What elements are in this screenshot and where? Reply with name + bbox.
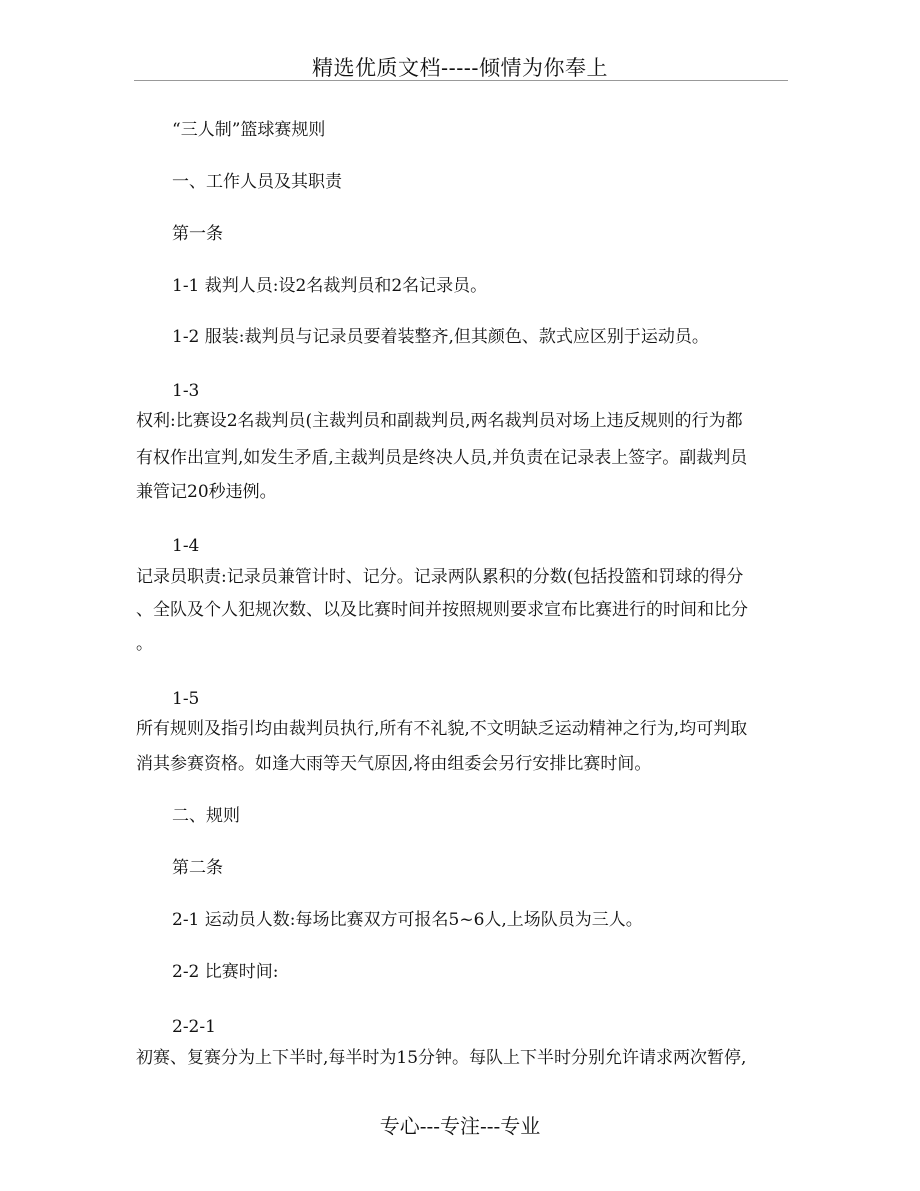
page-header-title: 精选优质文档-----倾情为你奉上 bbox=[312, 56, 608, 80]
paragraph-2-1: 2-1 运动员人数:每场比赛双方可报名5~6人,上场队员为三人。 bbox=[172, 910, 643, 930]
header-divider bbox=[134, 80, 788, 81]
paragraph-1-4-line-3: 。 bbox=[136, 634, 153, 654]
article-1-heading: 第一条 bbox=[172, 224, 223, 244]
paragraph-1-4-line-1: 记录员职责:记录员兼管计时、记分。记录两队累积的分数(包括投篮和罚球的得分 bbox=[136, 567, 744, 587]
paragraph-1-5-number: 1-5 bbox=[172, 689, 200, 709]
paragraph-1-5-line-2: 消其参赛资格。如逢大雨等天气原因,将由组委会另行安排比赛时间。 bbox=[136, 754, 652, 774]
document-title: “三人制”篮球赛规则 bbox=[172, 120, 326, 140]
paragraph-1-3-line-2: 有权作出宣判,如发生矛盾,主裁判员是终决人员,并负责在记录表上签字。副裁判员 bbox=[136, 448, 748, 468]
paragraph-2-2: 2-2 比赛时间: bbox=[172, 962, 279, 982]
paragraph-1-4-line-2: 、全队及个人犯规次数、以及比赛时间并按照规则要求宣布比赛进行的时间和比分 bbox=[136, 600, 748, 620]
paragraph-1-3-line-3: 兼管记20秒违例。 bbox=[136, 482, 277, 502]
paragraph-2-2-1-number: 2-2-1 bbox=[172, 1017, 216, 1037]
section-2-heading: 二、规则 bbox=[172, 806, 240, 826]
article-2-heading: 第二条 bbox=[172, 858, 223, 878]
page-footer: 专心---专注---专业 bbox=[379, 1114, 541, 1138]
paragraph-1-1: 1-1 裁判人员:设2名裁判员和2名记录员。 bbox=[172, 276, 488, 296]
paragraph-1-3-number: 1-3 bbox=[172, 381, 200, 401]
paragraph-2-2-1-line-1: 初赛、复赛分为上下半时,每半时为15分钟。每队上下半时分别允许请求两次暂停, bbox=[136, 1048, 747, 1068]
paragraph-1-4-number: 1-4 bbox=[172, 536, 200, 556]
paragraph-1-3-line-1: 权利:比赛设2名裁判员(主裁判员和副裁判员,两名裁判员对场上违反规则的行为都 bbox=[136, 411, 743, 431]
paragraph-1-5-line-1: 所有规则及指引均由裁判员执行,所有不礼貌,不文明缺乏运动精神之行为,均可判取 bbox=[136, 719, 748, 739]
paragraph-1-2: 1-2 服装:裁判员与记录员要着装整齐,但其颜色、款式应区别于运动员。 bbox=[172, 327, 709, 347]
section-1-heading: 一、工作人员及其职责 bbox=[172, 172, 342, 192]
